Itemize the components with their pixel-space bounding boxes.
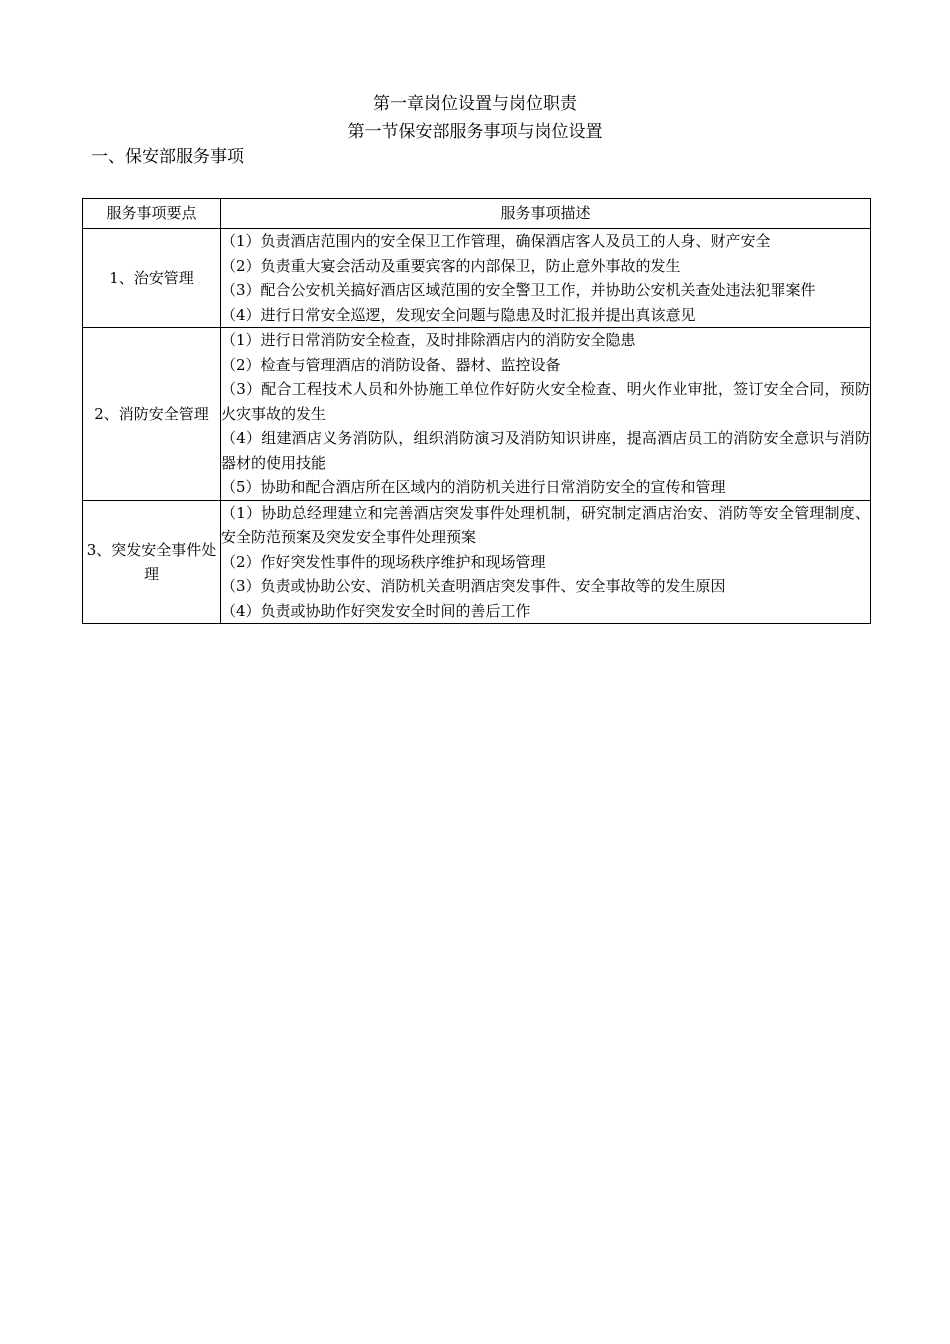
description-item: （2）负责重大宴会活动及重要宾客的内部保卫，防止意外事故的发生 [221,256,681,275]
section-title: 第一节保安部服务事项与岗位设置 [347,122,603,142]
description-item: （2）检查与管理酒店的消防设备、器材、监控设备 [221,355,561,374]
description-item: （4）负责或协助作好突发安全时间的善后工作 [221,601,531,620]
row-description [221,229,871,328]
service-items-table [82,198,871,624]
description-item: （1）进行日常消防安全检查，及时排除酒店内的消防安全隐患 [221,331,636,349]
description-item: （3）配合工程技术人员和外协施工单位作好防火安全检查、明火作业审批，签订安全合同，预防火灾事故的发生 [221,380,870,423]
row-key-public-security: 1、治安管理 [83,229,221,328]
row-key-fire-safety: 2、消防安全管理 [83,328,221,501]
column-header-key-points: 服务事项要点 [83,199,221,229]
description-item: （4）组建酒店义务消防队，组织消防演习及消防知识讲座，提高酒店员工的消防安全意识与消防器材的使用技能 [221,429,870,472]
description-item: （2）作好突发性事件的现场秩序维护和现场管理 [221,552,546,571]
table-header-row [83,199,871,229]
row-description [221,328,871,501]
table-row [83,229,871,328]
description-item: （3）配合公安机关搞好酒店区域范围的安全警卫工作，并协助公安机关查处违法犯罪案件 [221,281,816,299]
chapter-title: 第一章岗位设置与岗位职责 [373,94,577,114]
description-item: （3）负责或协助公安、消防机关查明酒店突发事件、安全事故等的发生原因 [221,577,726,595]
table-row [83,500,871,624]
section-subheading: 一、保安部服务事项 [91,147,244,167]
description-item: （1）协助总经理建立和完善酒店突发事件处理机制，研究制定酒店治安、消防等安全管理制度、安全防范预案及突发安全事件处理预案 [221,503,870,546]
column-header-description: 服务事项描述 [221,199,871,229]
description-item: （1）负责酒店范围内的安全保卫工作管理，确保酒店客人及员工的人身、财产安全 [221,232,771,250]
table-row [83,328,871,501]
description-item: （5）协助和配合酒店所在区域内的消防机关进行日常消防安全的宣传和管理 [221,478,726,496]
description-item: （4）进行日常安全巡逻，发现安全问题与隐患及时汇报并提出真该意见 [221,305,696,324]
row-key-emergency-handling: 3、突发安全事件处理 [83,500,221,624]
row-description [221,500,871,624]
